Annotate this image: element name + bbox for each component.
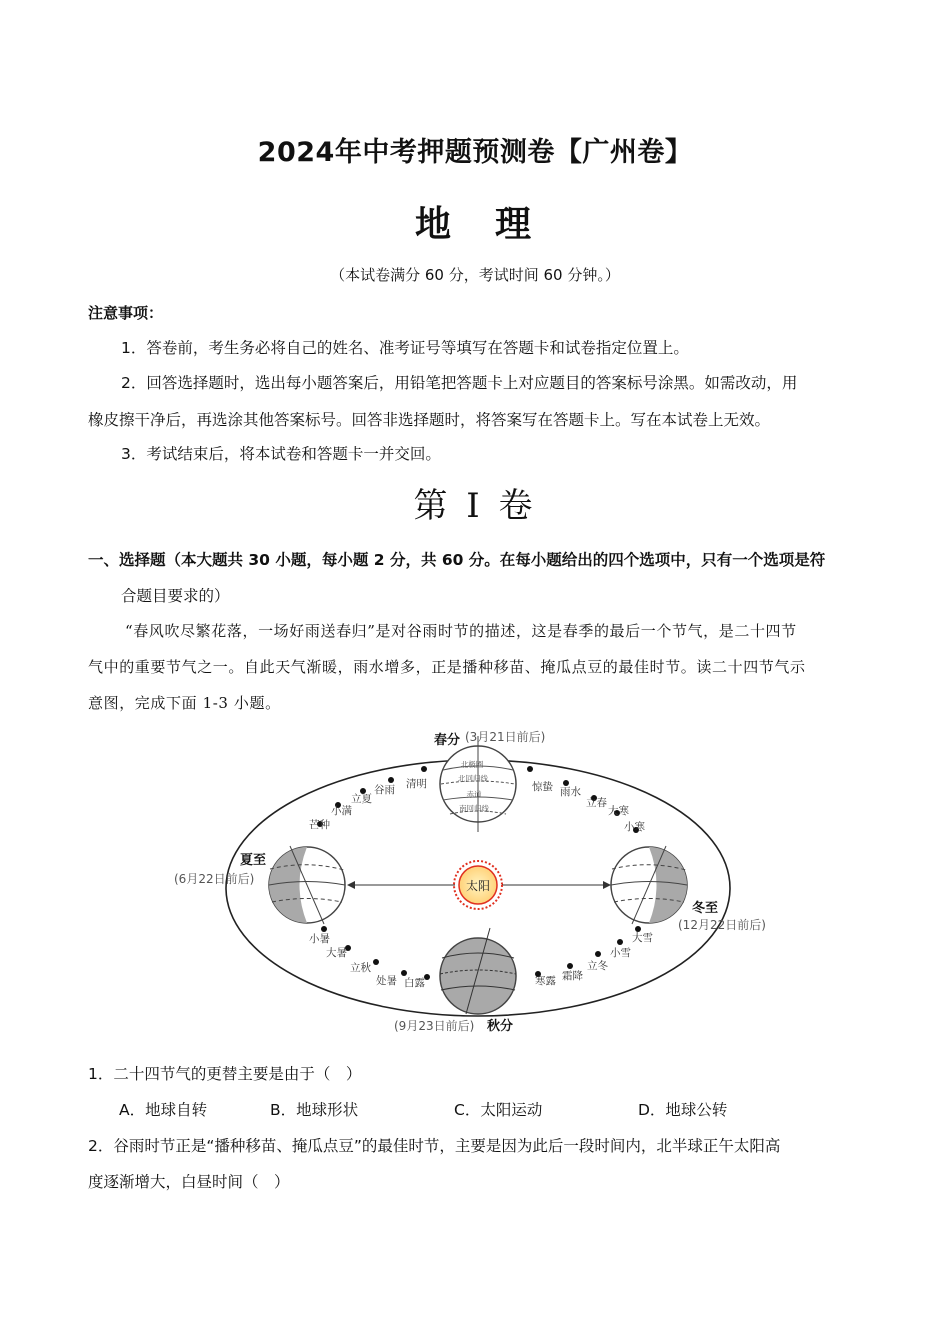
solar-terms-diagram [160, 722, 790, 1042]
sun-icon [454, 861, 502, 909]
term-hanlu: 寒露 [535, 975, 556, 987]
globe-line-equator: 赤道 [466, 790, 482, 799]
autumn-equinox-label: 秋分 [487, 1019, 514, 1034]
sun-label: 太阳 [465, 879, 491, 893]
question-1-option-a: A．地球自转 [119, 1101, 208, 1119]
material-line-2: 气中的重要节气之一。自此天气渐暖，雨水增多，正是播种移苗、掩瓜点豆的最佳时节。读二十四节气示 [88, 658, 806, 676]
section-heading-cont: 合题目要求的） [121, 587, 230, 605]
spring-equinox-date: (3月21日前后) [465, 730, 546, 744]
question-1-stem: 1．二十四节气的更替主要是由于（ ） [88, 1065, 362, 1083]
summer-solstice-date: (6月22日前后) [174, 872, 255, 886]
term-liqiu: 立秋 [350, 962, 371, 974]
notice-item-2-cont: 橡皮擦干净后，再选涂其他答案标号。回答非选择题时，将答案写在答题卡上。写在本试卷上无效。 [88, 411, 771, 429]
exam-title: 2024年中考押题预测卷【广州卷】 [257, 137, 693, 168]
globe-line-cancer: 北回归线 [458, 774, 488, 783]
term-dashu: 大暑 [326, 947, 347, 959]
term-xiaoman: 小满 [331, 805, 352, 817]
term-dahan: 大寒 [608, 805, 629, 817]
volume-heading: 第 I 卷 [413, 486, 537, 526]
spring-globe-icon [440, 736, 516, 832]
term-mangzhong: 芒种 [309, 819, 330, 831]
summer-globe-icon [269, 846, 345, 924]
winter-solstice-label: 冬至 [692, 901, 719, 916]
material-line-3: 意图，完成下面 1-3 小题。 [88, 694, 281, 712]
section-heading: 一、选择题（本大题共 30 小题，每小题 2 分，共 60 分。在每小题给出的四个选项中，只有一个选项是符 [88, 551, 826, 569]
term-bailu: 白露 [404, 977, 425, 989]
notice-heading: 注意事项： [88, 304, 164, 322]
globe-line-capricorn: 南回归线 [459, 804, 489, 813]
notice-item-2: 2．回答选择题时，选出每小题答案后，用铅笔把答题卡上对应题目的答案标号涂黑。如需改动，用 [121, 374, 798, 392]
term-lidong: 立冬 [587, 960, 608, 972]
term-xiaoshu: 小暑 [309, 933, 330, 945]
material-line-1: “春风吹尽繁花落，一场好雨送春归”是对谷雨时节的描述，这是春季的最后一个节气，是二十四节 [125, 622, 797, 640]
term-guyu: 谷雨 [374, 784, 395, 796]
summer-solstice-label: 夏至 [240, 853, 267, 868]
subject-title: 地 理 [414, 204, 535, 245]
notice-item-1: 1．答卷前，考生务必将自己的姓名、准考证号等填写在答题卡和试卷指定位置上。 [121, 339, 689, 357]
term-jingzhe: 惊蛰 [532, 781, 553, 793]
question-2-stem: 2．谷雨时节正是“播种移苗、掩瓜点豆”的最佳时节，主要是因为此后一段时间内，北半球正午太阳高 [88, 1137, 781, 1155]
spring-equinox-label: 春分 [433, 733, 460, 748]
term-xiaoxue: 小雪 [610, 947, 631, 959]
notice-item-3: 3．考试结束后，将本试卷和答题卡一并交回。 [121, 445, 441, 463]
autumn-globe-icon [440, 928, 516, 1014]
term-lichun: 立春 [586, 797, 607, 809]
winter-solstice-date: (12月22日前后) [678, 918, 766, 932]
score-info: （本试卷满分 60 分，考试时间 60 分钟。） [330, 266, 620, 284]
term-shuangjiang: 霜降 [562, 970, 583, 982]
question-1-option-b: B．地球形状 [270, 1101, 359, 1119]
question-1-option-d: D．地球公转 [638, 1101, 728, 1119]
term-daxue: 大雪 [632, 932, 653, 944]
globe-line-arctic: 北极圈 [460, 760, 484, 769]
winter-globe-icon [611, 846, 687, 924]
term-lixia: 立夏 [351, 793, 372, 805]
question-1-option-c: C．太阳运动 [454, 1101, 543, 1119]
term-xiaohan: 小寒 [624, 821, 645, 833]
term-yushui: 雨水 [560, 786, 581, 798]
term-chushu: 处暑 [376, 975, 397, 987]
question-2-stem-cont: 度逐渐增大，白昼时间（ ） [88, 1173, 290, 1191]
autumn-equinox-date: (9月23日前后) [394, 1019, 475, 1033]
term-qingming: 清明 [406, 778, 427, 790]
